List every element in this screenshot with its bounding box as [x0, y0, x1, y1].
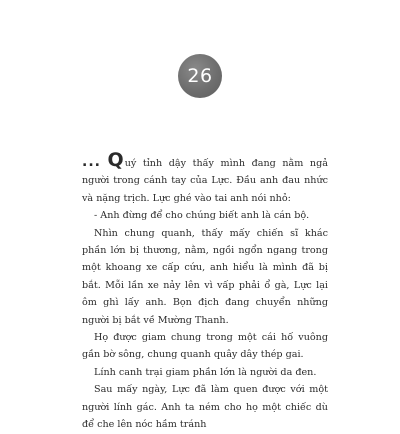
- chapter-number: 26: [187, 65, 213, 87]
- paragraph-1: [82, 149, 328, 207]
- paragraph-2: - Anh đừng để cho chúng biết anh là cán bộ.: [94, 210, 310, 222]
- paragraph-4: Họ được giam chung trong một cái hố vuông gần bờ sông, chung quanh quây dây thép gai.: [82, 332, 328, 361]
- lead-ellipsis: ...: [82, 154, 101, 170]
- paragraph-3: Nhìn chung quanh, thấy mấy chiến sĩ khác phần lớn bị thương, nằm, ngồi ngổn ngang trong một khoang xe cấp cứu, anh hiểu là mình đã bị bắt. Mỗi lần xe nảy lên vì vấp phải ổ gà, Lực lại ôm ghì lấy anh. Bọn địch đang chuyển những người bị bắt về Mường Thanh.: [82, 227, 328, 326]
- drop-cap: Q: [107, 149, 124, 171]
- paragraph-5: Lính canh trại giam phần lớn là người da đen.: [94, 366, 317, 378]
- chapter-text: [82, 149, 328, 434]
- paragraph-6: Sau mấy ngày, Lực đã làm quen được với một người lính gác. Anh ta ném cho họ một chiếc dù để che lên nóc hầm tránh: [82, 384, 328, 431]
- paragraph-1-text: uý tỉnh dậy thấy mình đang nằm ngả người trong cánh tay của Lực. Đầu anh đau nhức và nặng trịch. Lực ghé vào tai anh nói nhỏ:: [82, 158, 328, 204]
- chapter-badge: [178, 54, 222, 98]
